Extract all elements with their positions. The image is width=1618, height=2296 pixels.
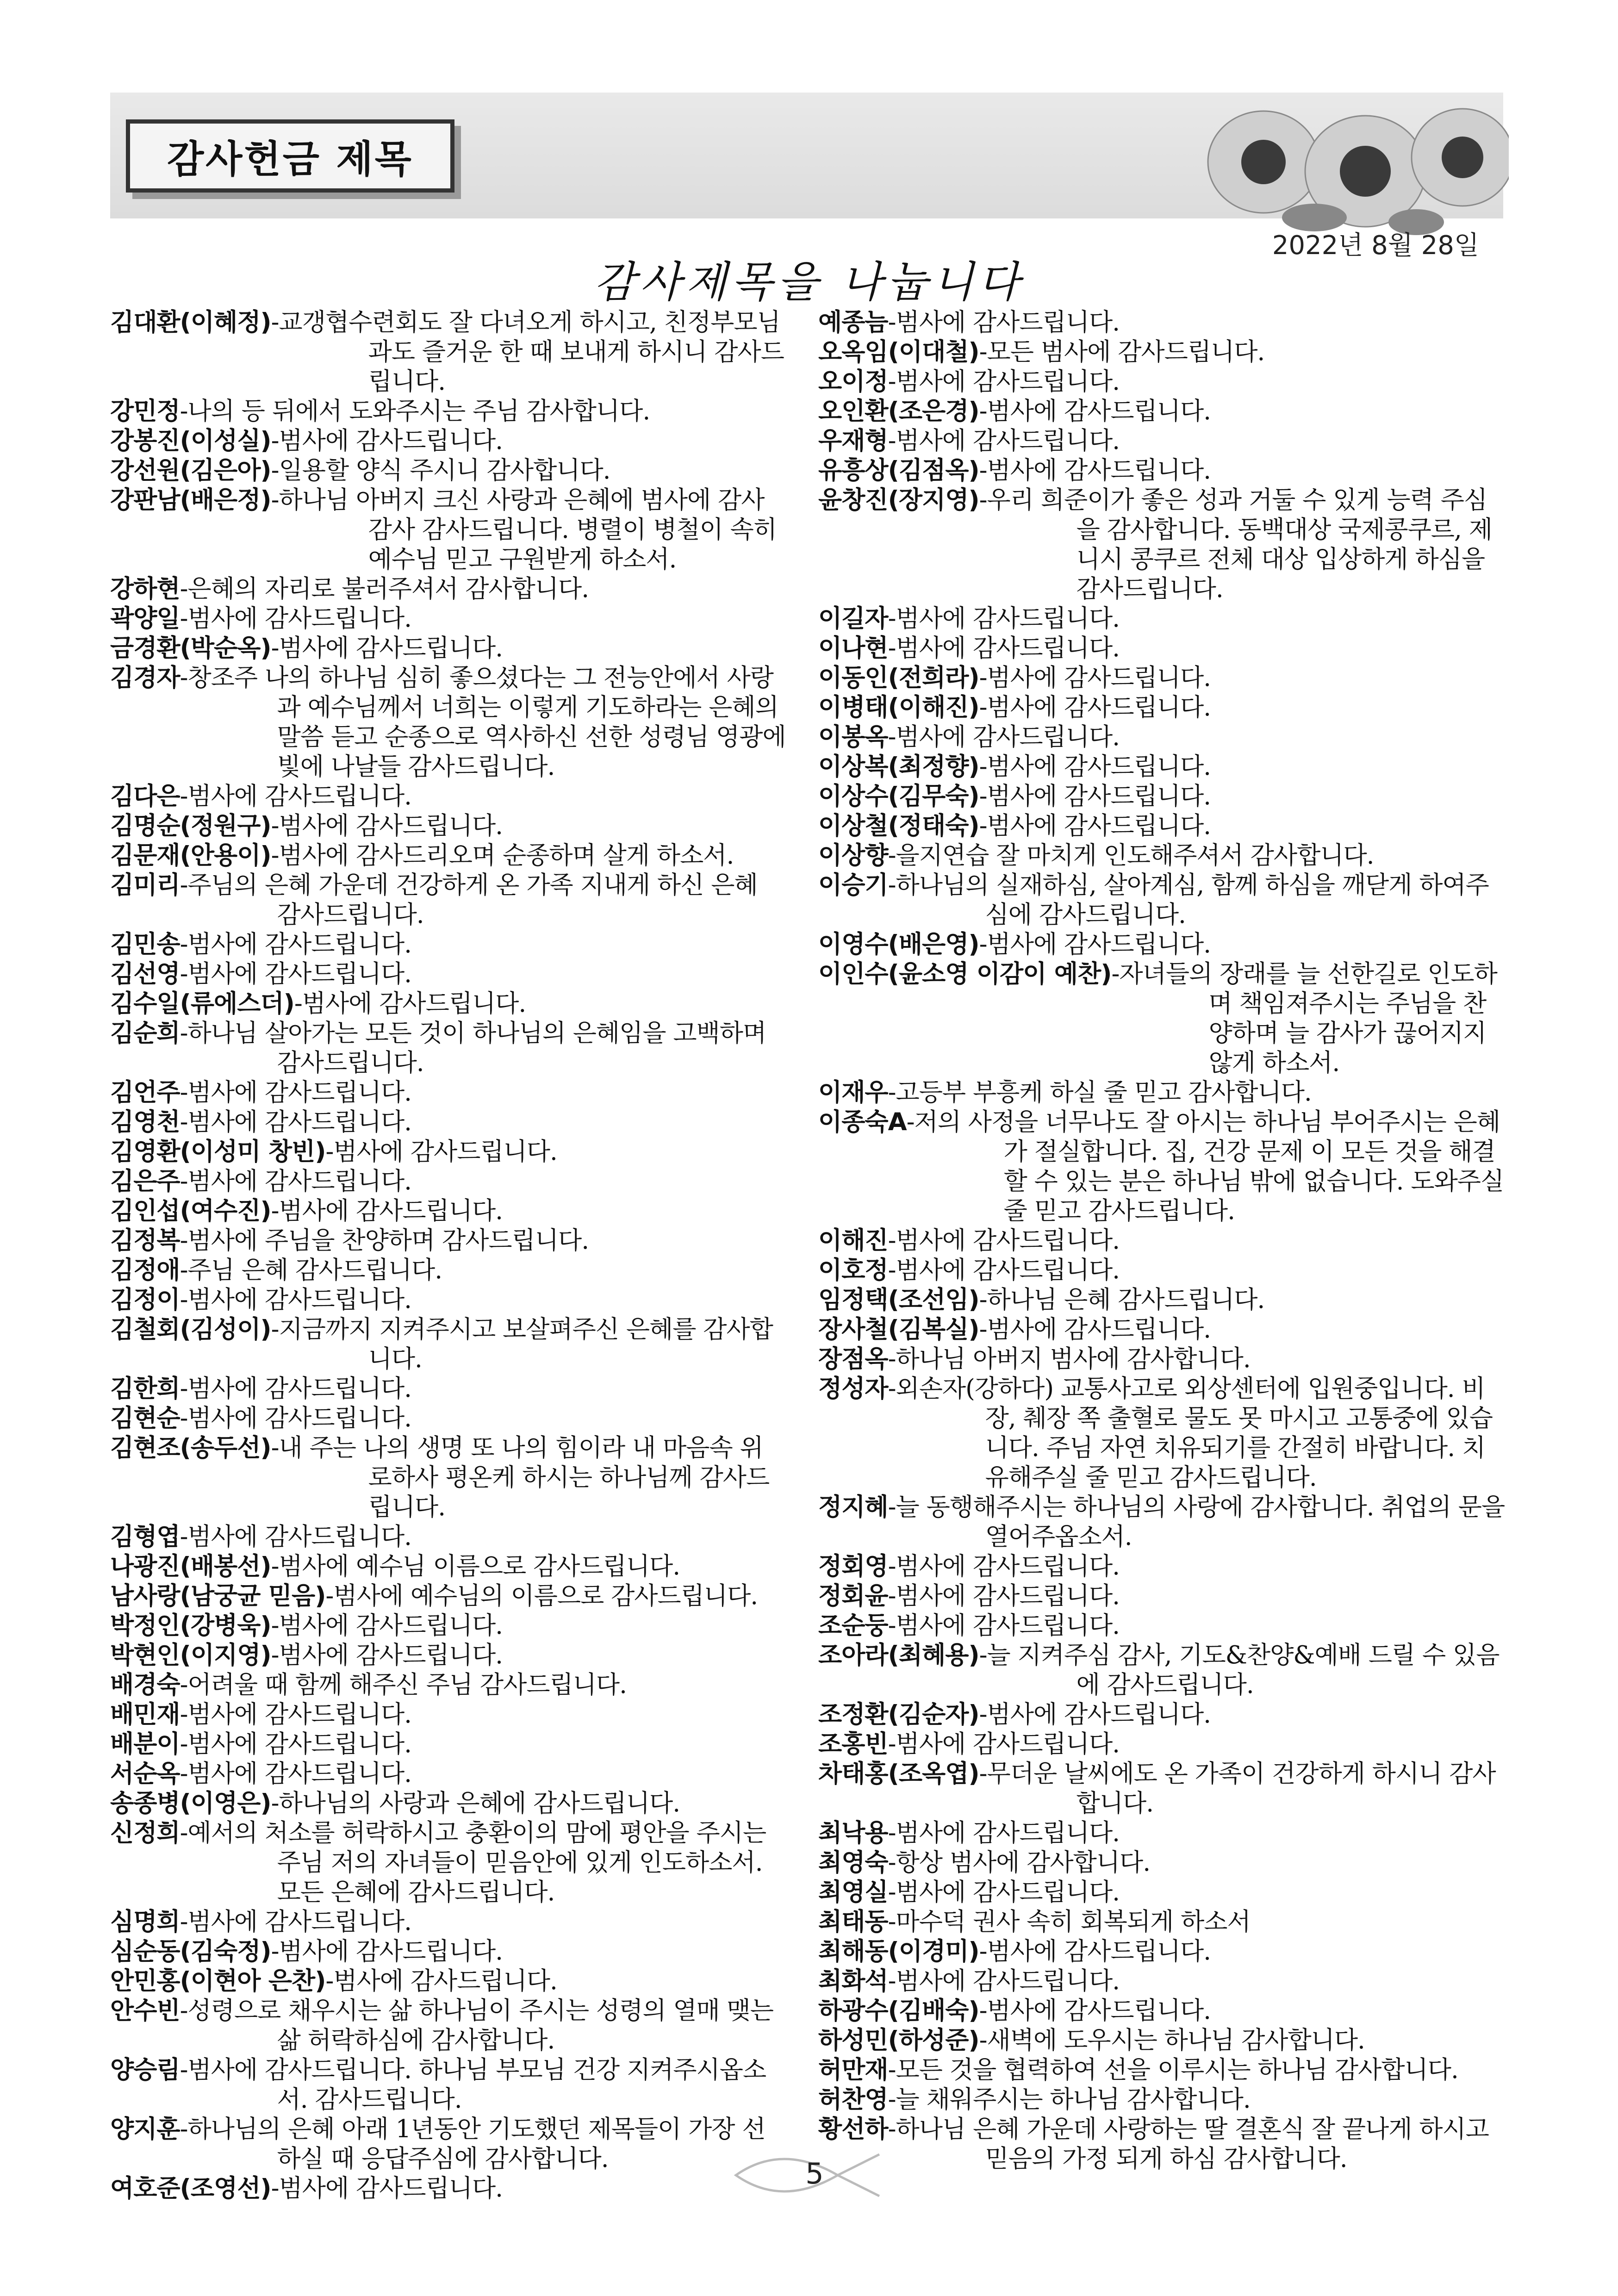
entry-item [818, 722, 1508, 752]
entry-message: -범사에 감사드립니다. [888, 1730, 1120, 1758]
entry-message: -범사에 감사드립니다. [888, 1552, 1120, 1580]
page-number: 5 [805, 2157, 824, 2190]
entry-message: -지금까지 지켜주시고 보살펴주신 은혜를 감사합니다. [271, 1315, 773, 1373]
entry-item [110, 1433, 786, 1522]
entry-item [818, 2055, 1508, 2085]
entry-item [110, 485, 786, 574]
entry-message: -주님 은혜 감사드립니다. [180, 1256, 442, 1284]
entry-name: 강봉진(이성실) [110, 427, 271, 455]
entry-item [110, 811, 786, 841]
entry-item [818, 1256, 1508, 1285]
entry-name: 김대환(이혜정) [110, 308, 271, 336]
entry-item [110, 1019, 786, 1078]
entry-name: 김현순 [110, 1404, 180, 1432]
entry-item [110, 1315, 786, 1374]
entry-message: -범사에 감사드립니다. [271, 1197, 503, 1225]
entry-item [110, 1789, 786, 1818]
entry-message: -범사에 예수님 이름으로 감사드립니다. [271, 1552, 680, 1580]
entry-name: 임정택(조선임) [818, 1286, 979, 1314]
date-label: 2022년 8월 28일 [1272, 230, 1479, 261]
entry-message: -범사에 감사드립니다. [271, 812, 503, 840]
entry-name: 김인섭(여수진) [110, 1197, 271, 1225]
entry-message: -늘 동행해주시는 하나님의 사랑에 감사합니다. 취업의 문을 열어주옵소서. [888, 1493, 1505, 1551]
entry-name: 이종숙A [818, 1108, 907, 1136]
entry-item [818, 811, 1508, 841]
entry-name: 정회영 [818, 1552, 888, 1580]
entry-name: 이재우 [818, 1078, 888, 1107]
entry-message: -범사에 감사드립니다. [271, 634, 503, 662]
entry-name: 김수일(류에스더) [110, 989, 294, 1018]
entry-name: 이상수(김무숙) [818, 782, 979, 810]
entry-name: 이해진 [818, 1226, 888, 1255]
entry-item [818, 1641, 1508, 1700]
entry-name: 강민정 [110, 397, 180, 425]
entry-name: 배민재 [110, 1700, 180, 1729]
entry-message: -범사에 주님을 찬양하며 감사드립니다. [180, 1226, 589, 1255]
entry-name: 나광진(배봉선) [110, 1552, 271, 1580]
entry-message: -범사에 감사드립니다. [271, 1641, 503, 1669]
entry-item [110, 1966, 786, 1996]
entry-item [818, 871, 1508, 930]
entry-name: 서순옥 [110, 1760, 180, 1788]
entry-item [110, 1374, 786, 1404]
entry-message: -어려울 때 함께 해주신 주님 감사드립니다. [180, 1671, 627, 1699]
entry-message: -범사에 감사드립니다. [180, 782, 411, 810]
entry-message: -범사에 감사드립니다. [888, 1878, 1120, 1906]
entry-message: -주님의 은혜 가운데 건강하게 온 가족 지내게 하신 은혜 감사드립니다. [180, 871, 758, 929]
entry-name: 김영천 [110, 1108, 180, 1136]
entry-name: 최영실 [818, 1878, 888, 1906]
entry-message: -범사에 감사드립니다. [180, 604, 411, 633]
entry-message: -범사에 감사드립니다. [888, 604, 1120, 633]
entry-name: 김민송 [110, 930, 180, 958]
entry-item [110, 1759, 786, 1789]
entry-item [818, 1374, 1508, 1493]
entry-name: 최태동 [818, 1908, 888, 1936]
entry-item [110, 1730, 786, 1759]
entry-name: 오인환(조은경) [818, 397, 979, 425]
entry-message: -우리 희준이가 좋은 성과 거둘 수 있게 능력 주심을 감사합니다. 동백대상 국제콩쿠르, 제니시 콩쿠르 전체 대상 입상하게 하심을 감사드립니다. [979, 486, 1492, 603]
entry-message: -범사에 감사드립니다. [979, 1997, 1211, 2025]
entry-item [818, 604, 1508, 634]
entry-message: -나의 등 뒤에서 도와주시는 주님 감사합니다. [180, 397, 650, 425]
entry-message: -새벽에 도우시는 하나님 감사합니다. [979, 2026, 1365, 2054]
sunflower-image [1194, 102, 1509, 241]
entry-item [818, 930, 1508, 959]
entry-message: -무더운 날씨에도 온 가족이 건강하게 하시니 감사합니다. [979, 1760, 1496, 1817]
entry-message: -내 주는 나의 생명 또 나의 힘이라 내 마음속 위로하사 평온케 하시는 하나님께 감사드립니다. [271, 1434, 770, 1521]
entry-message: -하나님의 은혜 아래 1년동안 기도했던 제목들이 가장 선하실 때 응답주심에 감사합니다. [180, 2115, 765, 2173]
entry-name: 정성자 [818, 1375, 888, 1403]
entry-message: -범사에 감사드립니다. [271, 427, 503, 455]
entry-item [818, 1996, 1508, 2026]
entry-item [818, 634, 1508, 663]
entry-name: 정회윤 [818, 1582, 888, 1610]
entry-message: -저의 사정을 너무나도 잘 아시는 하나님 부어주시는 은혜가 절실합니다. 집, 건강 문제 이 모든 것을 해결할 수 있는 분은 하나님 밖에 없습니다. 도와주실 줄 믿고 감사드립니다. [906, 1108, 1504, 1225]
entry-message: -범사에 감사드립니다. [888, 1967, 1120, 1995]
entry-name: 이호정 [818, 1256, 888, 1284]
entry-item [110, 1937, 786, 1966]
entry-message: -성령으로 채우시는 삶 하나님이 주시는 성령의 열매 맺는 삶 허락하심에 감사합니다. [180, 1997, 774, 2054]
entry-message: -범사에 예수님의 이름으로 감사드립니다. [325, 1582, 758, 1610]
entry-item [110, 2055, 786, 2115]
entry-message: -범사에 감사드립니다. [180, 1167, 411, 1195]
entry-name: 신정희 [110, 1819, 180, 1847]
entry-name: 최영숙 [818, 1848, 888, 1877]
entry-item [818, 1759, 1508, 1818]
entry-message: -모든 것을 협력하여 선을 이루시는 하나님 감사합니다. [888, 2056, 1458, 2084]
entry-item [818, 308, 1508, 337]
entry-item [110, 1226, 786, 1256]
entry-message: -범사에 감사드립니다. [271, 1937, 503, 1966]
entry-item [110, 604, 786, 634]
entry-message: -범사에 감사드립니다. [294, 989, 526, 1018]
entry-item [110, 871, 786, 930]
entry-name: 송종병(이영은) [110, 1789, 271, 1817]
entry-name: 조아라(최혜용) [818, 1641, 979, 1669]
entry-name: 이봉옥 [818, 723, 888, 751]
entry-name: 오이정 [818, 367, 888, 396]
entry-name: 강선원(김은아) [110, 456, 271, 485]
entry-name: 최화석 [818, 1967, 888, 1995]
entry-name: 강판남(배은정) [110, 486, 271, 514]
entries-column-right [818, 308, 1508, 2174]
entry-item [818, 1285, 1508, 1315]
entry-name: 김은주 [110, 1167, 180, 1195]
entry-item [110, 782, 786, 811]
entry-message: -범사에 감사드립니다. [979, 664, 1211, 692]
entry-name: 이인수(윤소영 이감이 예찬) [818, 960, 1112, 988]
entry-name: 김순희 [110, 1019, 180, 1047]
entry-item [110, 1700, 786, 1730]
entry-name: 김영환(이성미 창빈) [110, 1138, 326, 1166]
entry-message: -범사에 감사드립니다. [180, 1523, 411, 1551]
entry-item [110, 1196, 786, 1226]
entry-message: -늘 지켜주심 감사, 기도&찬양&예배 드릴 수 있음에 감사드립니다. [979, 1641, 1500, 1699]
entry-name: 윤창진(장지영) [818, 486, 979, 514]
entry-item [110, 397, 786, 426]
entry-message: -범사에 감사드립니다. [979, 456, 1211, 485]
entry-item [818, 1878, 1508, 1907]
entry-name: 김정복 [110, 1226, 180, 1255]
entry-name: 김정애 [110, 1256, 180, 1284]
entry-name: 차태홍(조옥엽) [818, 1760, 979, 1788]
entry-message: -범사에 감사드립니다. [979, 1937, 1211, 1966]
entry-name: 곽양일 [110, 604, 180, 633]
entry-name: 이상향 [818, 841, 888, 870]
entry-message: -범사에 감사드립니다. [180, 1700, 411, 1729]
entry-message: -범사에 감사드립니다. [979, 930, 1211, 958]
entry-message: -늘 채워주시는 하나님 감사합니다. [888, 2085, 1251, 2114]
entry-item [110, 574, 786, 604]
entry-message: -하나님 아버지 크신 사랑과 은혜에 범사에 감사 감사 감사드립니다. 병렬이 병철이 속히 예수님 믿고 구원받게 하소서. [271, 486, 777, 573]
entry-message: -하나님 살아가는 모든 것이 하나님의 은혜임을 고백하며 감사드립니다. [180, 1019, 766, 1077]
entry-message: -범사에 감사드립니다. [180, 1404, 411, 1432]
entry-name: 여호준(조영선) [110, 2174, 271, 2203]
entry-message: -마수덕 권사 속히 회복되게 하소서 [888, 1908, 1251, 1936]
entry-message: -범사에 감사드립니다. [888, 308, 1120, 336]
entry-name: 유흥상(김점옥) [818, 456, 979, 485]
entry-name: 장점옥 [818, 1345, 888, 1373]
entry-item [818, 1700, 1508, 1730]
entry-name: 최낙용 [818, 1819, 888, 1847]
entry-name: 허만재 [818, 2056, 888, 2084]
entry-name: 배분이 [110, 1730, 180, 1758]
entry-message: -범사에 감사드립니다. [888, 723, 1120, 751]
entry-name: 김한희 [110, 1375, 180, 1403]
entry-message: -범사에 감사드립니다. 하나님 부모님 건강 지켜주시옵소서. 감사드립니다. [180, 2056, 766, 2114]
entry-item [110, 2115, 786, 2174]
entry-message: -하나님 아버지 범사에 감사합니다. [888, 1345, 1251, 1373]
page-title: 감사헌금 제목 [126, 119, 454, 193]
entry-message: -범사에 감사드립니다. [888, 1226, 1120, 1255]
entry-item [110, 1137, 786, 1167]
entry-message: -을지연습 잘 마치게 인도해주셔서 감사합니다. [888, 841, 1374, 870]
entry-item [110, 308, 786, 397]
entry-item [818, 1818, 1508, 1848]
entry-item [818, 1848, 1508, 1878]
entry-name: 김철회(김성이) [110, 1315, 271, 1344]
entry-name: 하광수(김배숙) [818, 1997, 979, 2025]
entry-item [110, 2174, 786, 2203]
entry-message: -교갱협수련회도 잘 다녀오게 하시고, 친정부모님과도 즐거운 한 때 보내게 하시니 감사드립니다. [271, 308, 784, 396]
entry-item [818, 1493, 1508, 1552]
entry-name: 김정이 [110, 1286, 180, 1314]
entry-item [818, 959, 1508, 1078]
entry-message: -범사에 감사드리오며 순종하며 살게 하소서. [271, 841, 734, 870]
entry-name: 심순동(김숙정) [110, 1937, 271, 1966]
entry-name: 하성민(하성준) [818, 2026, 979, 2054]
entry-message: -외손자(강하다) 교통사고로 외상센터에 입원중입니다. 비장, 췌장 쪽 출혈로 물도 못 마시고 고통중에 있습니다. 주님 자연 치유되기를 간절히 바랍니다. 치유해주실 줄 믿고 감사드립니다. [888, 1375, 1493, 1492]
entry-item [818, 2085, 1508, 2115]
entry-item [818, 426, 1508, 456]
entry-name: 이길자 [818, 604, 888, 633]
entry-message: -범사에 감사드립니다. [888, 1819, 1120, 1847]
entry-name: 김명순(정원구) [110, 812, 271, 840]
entry-name: 김형엽 [110, 1523, 180, 1551]
entry-item [110, 456, 786, 485]
subtitle: 감사제목을 나눕니다 [594, 257, 1024, 307]
entry-name: 안수빈 [110, 1997, 180, 2025]
entry-name: 정지혜 [818, 1493, 888, 1521]
entry-item [110, 634, 786, 663]
entry-name: 최해동(이경미) [818, 1937, 979, 1966]
entry-name: 강하현 [110, 575, 180, 603]
entry-item [818, 1108, 1508, 1226]
entry-item [110, 1256, 786, 1285]
entry-message: -자녀들의 장래를 늘 선한길로 인도하며 책임져주시는 주님을 찬양하며 늘 감사가 끊어지지 않게 하소서. [1111, 960, 1497, 1077]
entry-item [110, 1670, 786, 1700]
entry-message: -범사에 감사드립니다. [888, 367, 1120, 396]
entry-message: -범사에 감사드립니다. [979, 693, 1211, 722]
entry-item [818, 1344, 1508, 1374]
entry-message: -범사에 감사드립니다. [979, 812, 1211, 840]
entry-item [110, 1552, 786, 1581]
entry-item [110, 1611, 786, 1641]
entry-message: -범사에 감사드립니다. [325, 1138, 557, 1166]
entry-message: -범사에 감사드립니다. [180, 1730, 411, 1758]
entry-message: -범사에 감사드립니다. [271, 1612, 503, 1640]
entry-item [818, 456, 1508, 485]
entry-message: -범사에 감사드립니다. [180, 1375, 411, 1403]
entry-item [818, 663, 1508, 693]
entry-name: 이나현 [818, 634, 888, 662]
entry-name: 이상복(최정향) [818, 753, 979, 781]
entry-item [110, 663, 786, 782]
entry-message: -하나님의 실재하심, 살아계심, 함께 하심을 깨닫게 하여주심에 감사드립니다. [888, 871, 1489, 929]
entry-message: -하나님의 사랑과 은혜에 감사드립니다. [271, 1789, 680, 1817]
entry-name: 이영수(배은영) [818, 930, 979, 958]
entry-item [110, 426, 786, 456]
entry-item [818, 485, 1508, 604]
entry-item [110, 1818, 786, 1907]
entry-item [818, 1730, 1508, 1759]
entry-item [110, 1641, 786, 1670]
entry-message: -하나님 은혜 가운데 사랑하는 딸 결혼식 잘 끝나게 하시고 믿음의 가정 되게 하심 감사합니다. [888, 2115, 1489, 2173]
entry-item [818, 2026, 1508, 2055]
entry-item [110, 959, 786, 989]
entry-item [110, 989, 786, 1019]
entry-message: -범사에 감사드립니다. [180, 1908, 411, 1936]
entry-item [818, 1907, 1508, 1937]
entry-name: 양승림 [110, 2056, 180, 2084]
entry-item [110, 930, 786, 959]
entry-message: -범사에 감사드립니다. [271, 2174, 503, 2203]
entry-message: -범사에 감사드립니다. [180, 1078, 411, 1107]
entry-message: -범사에 감사드립니다. [979, 397, 1211, 425]
entry-item [110, 841, 786, 871]
entry-item [110, 1285, 786, 1315]
entry-message: -범사에 감사드립니다. [979, 1315, 1211, 1344]
entry-name: 김선영 [110, 960, 180, 988]
entry-name: 김미리 [110, 871, 180, 899]
entry-item [818, 841, 1508, 871]
entry-message: -범사에 감사드립니다. [180, 1760, 411, 1788]
entry-message: -범사에 감사드립니다. [180, 1286, 411, 1314]
entry-message: -범사에 감사드립니다. [325, 1967, 557, 1995]
entry-name: 심명희 [110, 1908, 180, 1936]
entry-name: 예종늠 [818, 308, 888, 336]
entry-message: -범사에 감사드립니다. [979, 753, 1211, 781]
entry-message: -예서의 처소를 허락하시고 충환이의 맘에 평안을 주시는 주님 저의 자녀들이 믿음안에 있게 인도하소서. 모든 은혜에 감사드립니다. [180, 1819, 766, 1906]
entry-name: 금경환(박순옥) [110, 634, 271, 662]
entry-name: 허찬영 [818, 2085, 888, 2114]
entry-name: 김문재(안용이) [110, 841, 271, 870]
entry-message: -항상 범사에 감사합니다. [888, 1848, 1151, 1877]
entry-item [818, 337, 1508, 367]
entry-item [818, 1226, 1508, 1256]
entry-name: 장사철(김복실) [818, 1315, 979, 1344]
entry-name: 양지훈 [110, 2115, 180, 2143]
entry-item [818, 367, 1508, 397]
entry-item [818, 1966, 1508, 1996]
entry-item [818, 2115, 1508, 2174]
entry-item [110, 1078, 786, 1108]
entry-name: 김언주 [110, 1078, 180, 1107]
entry-item [110, 1108, 786, 1137]
entry-message: -범사에 감사드립니다. [888, 1582, 1120, 1610]
entry-name: 김다은 [110, 782, 180, 810]
entry-name: 남사랑(남궁균 믿음) [110, 1582, 326, 1610]
entry-item [818, 1315, 1508, 1344]
entry-name: 이승기 [818, 871, 888, 899]
entry-name: 황선하 [818, 2115, 888, 2143]
entry-item [818, 1581, 1508, 1611]
entry-name: 우재형 [818, 427, 888, 455]
entry-message: -고등부 부흥케 하실 줄 믿고 감사합니다. [888, 1078, 1312, 1107]
entry-message: -범사에 감사드립니다. [180, 960, 411, 988]
entry-message: -범사에 감사드립니다. [888, 427, 1120, 455]
entry-message: -범사에 감사드립니다. [979, 1700, 1211, 1729]
entry-name: 배경숙 [110, 1671, 180, 1699]
entry-message: -범사에 감사드립니다. [888, 634, 1120, 662]
entry-item [110, 1404, 786, 1433]
entry-name: 조정환(김순자) [818, 1700, 979, 1729]
entry-name: 이상철(정태숙) [818, 812, 979, 840]
entry-message: -모든 범사에 감사드립니다. [979, 338, 1265, 366]
entry-item [110, 1907, 786, 1937]
entry-message: -은혜의 자리로 불러주셔서 감사합니다. [180, 575, 589, 603]
entry-message: -범사에 감사드립니다. [180, 1108, 411, 1136]
entry-item [818, 1078, 1508, 1108]
entry-message: -창조주 나의 하나님 심히 좋으셨다는 그 전능안에서 사랑과 예수님께서 너희는 이렇게 기도하라는 은혜의 말씀 듣고 순종으로 역사하신 선한 성령님 영광에 빛에 나날들 감사드립니다. [180, 664, 786, 781]
entry-item [110, 1167, 786, 1196]
entry-name: 안민홍(이현아 은찬) [110, 1967, 326, 1995]
entry-name: 조순둥 [818, 1612, 888, 1640]
entry-item [818, 752, 1508, 782]
entry-message: -범사에 감사드립니다. [888, 1256, 1120, 1284]
entry-name: 박정인(강병욱) [110, 1612, 271, 1640]
entry-name: 김현조(송두선) [110, 1434, 271, 1462]
entry-message: -범사에 감사드립니다. [979, 782, 1211, 810]
entries-column-left [110, 308, 786, 2203]
entry-item [818, 397, 1508, 426]
entry-item [818, 693, 1508, 722]
entry-message: -범사에 감사드립니다. [180, 930, 411, 958]
entry-name: 이병태(이해진) [818, 693, 979, 722]
entry-message: -일용할 양식 주시니 감사합니다. [271, 456, 610, 485]
entry-message: -범사에 감사드립니다. [888, 1612, 1120, 1640]
entry-name: 오옥임(이대철) [818, 338, 979, 366]
entry-item [110, 1522, 786, 1552]
entry-item [818, 1552, 1508, 1581]
entry-item [110, 1996, 786, 2055]
entry-item [818, 782, 1508, 811]
entry-item [110, 1581, 786, 1611]
entry-item [818, 1611, 1508, 1641]
entry-name: 이동인(전희라) [818, 664, 979, 692]
entry-name: 김경자 [110, 664, 180, 692]
entry-name: 박현인(이지영) [110, 1641, 271, 1669]
entry-message: -하나님 은혜 감사드립니다. [979, 1286, 1265, 1314]
entry-item [818, 1937, 1508, 1966]
entry-name: 조홍빈 [818, 1730, 888, 1758]
